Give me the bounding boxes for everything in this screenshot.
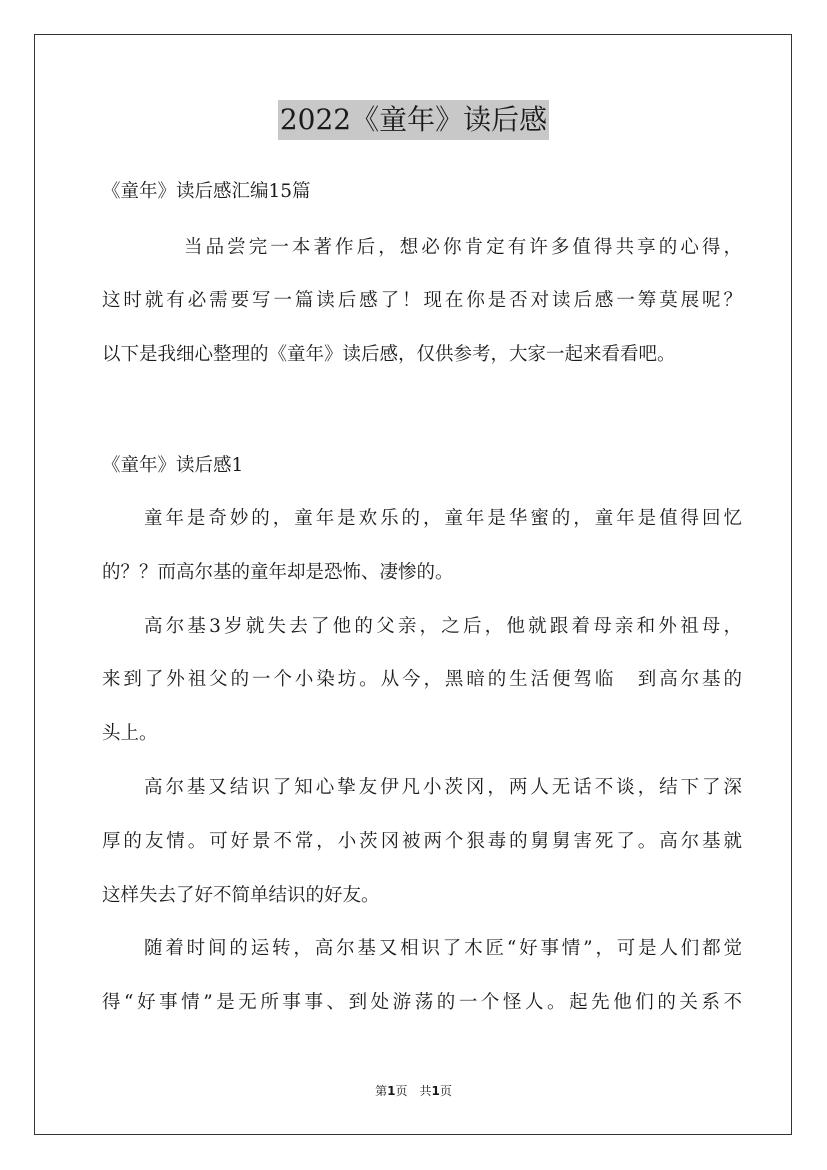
body-line: 来到了外祖父的一个小染坊。从今，黑暗的生活便驾临 到高尔基的 xyxy=(102,669,742,690)
body-line: 得“好事情”是无所事事、到处游荡的一个怪人。起先他们的关系不 xyxy=(102,992,742,1013)
body-line: 童年是奇妙的，童年是欢乐的，童年是华蜜的，童年是值得回忆 xyxy=(144,508,742,529)
document-subtitle: 《童年》读后感汇编15篇 xyxy=(102,181,311,202)
total-pages: 1 xyxy=(431,1084,440,1098)
footer-suffix: 页 xyxy=(439,1084,452,1098)
footer-mid: 页 共 xyxy=(395,1084,432,1098)
body-line: 高尔基3岁就失去了他的父亲，之后，他就跟着母亲和外祖母， xyxy=(144,616,742,637)
body-line: 厚的友情。可好景不常，小茨冈被两个狠毒的舅舅害死了。高尔基就 xyxy=(102,831,742,852)
page-footer xyxy=(0,1082,827,1099)
section-heading: 《童年》读后感1 xyxy=(102,455,244,476)
intro-line: 以下是我细心整理的《童年》读后感，仅供参考，大家一起来看看吧。 xyxy=(102,344,676,365)
page-number: 1 xyxy=(387,1084,396,1098)
body-line: 的？？而高尔基的童年却是恐怖、凄惨的。 xyxy=(102,562,454,583)
body-line: 头上。 xyxy=(102,723,158,744)
body-line: 随着时间的运转，高尔基又相识了木匠“好事情”，可是人们都觉 xyxy=(144,938,742,959)
title-container xyxy=(0,100,827,140)
intro-line: 这时就有必需要写一篇读后感了！现在你是否对读后感一筹莫展呢？ xyxy=(102,290,742,311)
intro-line: 当品尝完一本著作后，想必你肯定有许多值得共享的心得， xyxy=(184,237,742,258)
document-title: 2022《童年》读后感 xyxy=(278,100,549,140)
footer-prefix: 第 xyxy=(375,1084,388,1098)
body-line: 这样失去了好不简单结识的好友。 xyxy=(102,885,380,906)
body-line: 高尔基又结识了知心挚友伊凡小茨冈，两人无话不谈，结下了深 xyxy=(144,777,742,798)
